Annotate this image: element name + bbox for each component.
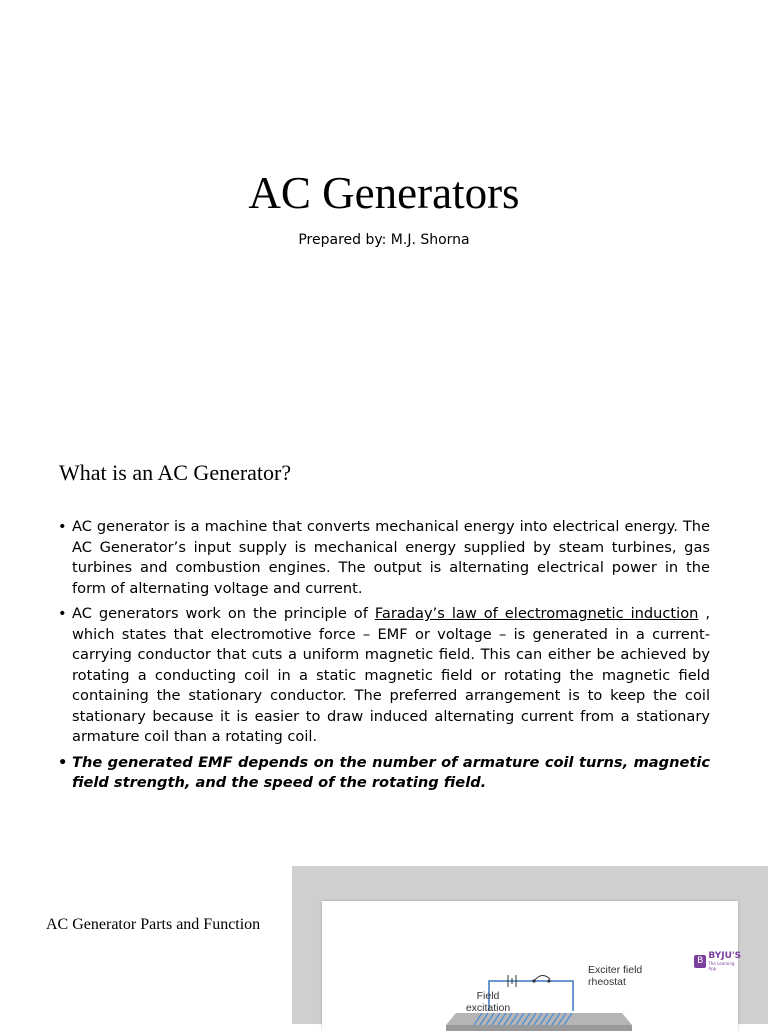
- bullet-text: AC generator is a machine that converts mechanical energy into electrical energy. The AC Generator’s input supply is mechanical energy supplied by steam turbines, gas turbines and combustion engines. The output is alternating electrical power in the form of alternating voltage and current.: [72, 518, 710, 597]
- field-excitation-label: Field excitation: [465, 990, 511, 1014]
- brand-tagline: The Learning App: [708, 961, 735, 971]
- exciter-label: Exciter field rheostat: [588, 964, 643, 988]
- bullet-list: [58, 517, 710, 799]
- generator-diagram: [322, 901, 742, 1031]
- brand-text: [708, 952, 741, 971]
- figure-panel: [292, 866, 768, 1024]
- faraday-law-link[interactable]: Faraday’s law of electromagnetic induction: [374, 605, 699, 622]
- bullet-text-before-link: AC generators work on the principle of: [72, 605, 375, 622]
- section-heading: What is an AC Generator?: [59, 460, 292, 485]
- brand-logo: [694, 952, 742, 971]
- bullet-item: [58, 604, 710, 748]
- bullet-text-after-link: , which states that electromotive force – EMF or voltage – is generated in a current-carrying conductor that cuts a uniform magnetic field. This can either be achieved by rotating a conducting coil in a static magnetic field or rotating the magnetic field containing the stationary conductor. The preferred arrangement is to keep the coil stationary because it is easier to draw induced alternating current from a stationary armature coil than a rotating coil.: [72, 605, 710, 745]
- generator-diagram-svg: [322, 901, 738, 1031]
- bullet-marker: •: [58, 518, 67, 535]
- parts-heading: AC Generator Parts and Function: [46, 916, 261, 933]
- rheostat-contact: [547, 979, 550, 982]
- rheostat-arrow: [534, 975, 550, 981]
- slide-subtitle: Prepared by: M.J. Shorna: [298, 232, 470, 248]
- core-top: [446, 1013, 632, 1025]
- slide-title: AC Generators: [248, 168, 520, 218]
- core-front: [446, 1025, 632, 1031]
- brand-logo-icon: B: [694, 955, 706, 968]
- bullet-marker: •: [58, 753, 68, 771]
- brand-name: BYJU'S: [708, 951, 742, 961]
- bullet-item: [58, 517, 710, 599]
- bullet-text: The generated EMF depends on the number of armature coil turns, magnetic field strength, and the speed of the rotating field.: [72, 753, 710, 791]
- bullet-marker: •: [58, 605, 67, 622]
- bullet-item: [58, 753, 710, 794]
